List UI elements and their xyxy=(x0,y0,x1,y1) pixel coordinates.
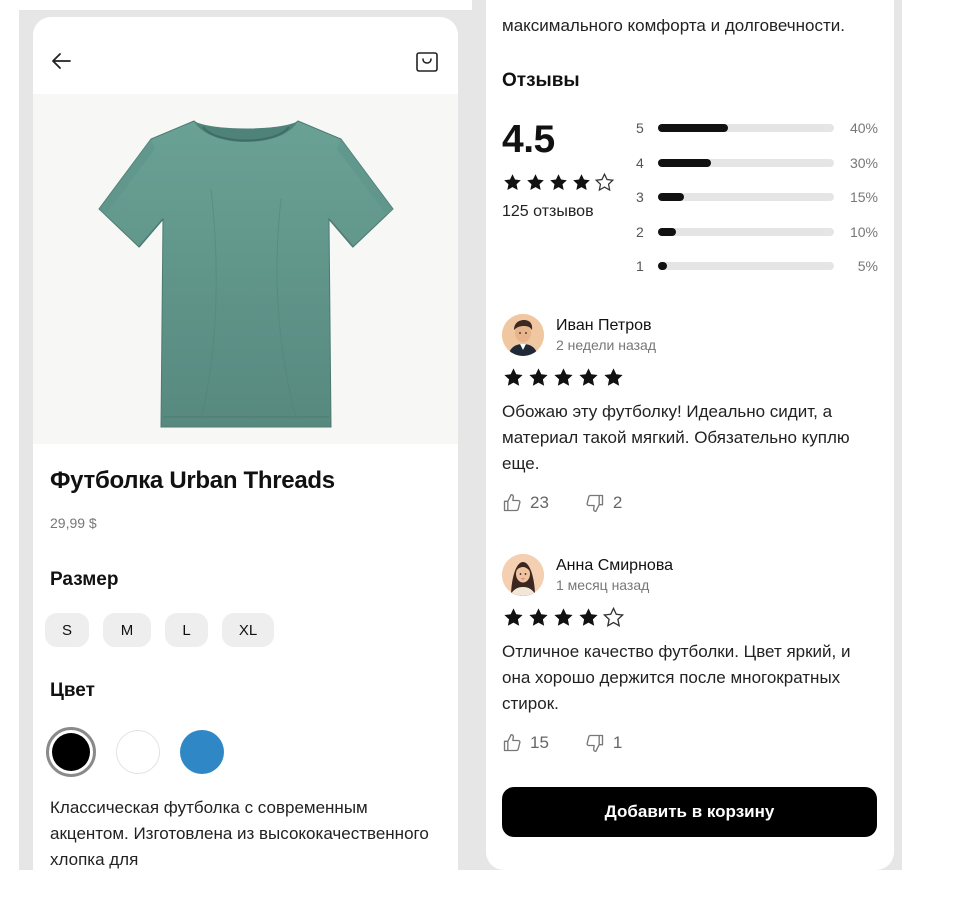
review-date: 1 месяц назад xyxy=(556,577,650,593)
rating-bar-track xyxy=(658,262,834,270)
size-option-xl[interactable]: XL xyxy=(222,613,274,647)
color-options xyxy=(46,727,224,777)
shopping-bag-icon xyxy=(415,51,439,73)
average-rating-stars xyxy=(502,172,615,193)
review-stars xyxy=(502,606,882,629)
review-date: 2 недели назад xyxy=(556,337,656,353)
reviewer-name: Иван Петров xyxy=(556,317,652,334)
avatar xyxy=(502,314,544,356)
star-filled-icon xyxy=(552,366,575,389)
user-avatar-icon xyxy=(502,554,544,596)
size-option-l[interactable]: L xyxy=(165,613,208,647)
rating-bar-fill xyxy=(658,193,684,201)
star-filled-icon xyxy=(548,172,569,193)
star-filled-icon xyxy=(577,366,600,389)
size-option-m[interactable]: M xyxy=(103,613,151,647)
review-text: Обожаю эту футболку! Идеально сидит, а материал такой мягкий. Обязательно куплю еще. xyxy=(502,402,850,473)
star-filled-icon xyxy=(502,172,523,193)
rating-row-percent: 40% xyxy=(849,120,878,136)
rating-row-label: 1 xyxy=(636,258,644,274)
star-filled-icon xyxy=(577,606,600,629)
thumbs-up-icon xyxy=(502,493,522,513)
product-title: Футболка Urban Threads xyxy=(50,467,335,494)
reviews-heading: Отзывы xyxy=(502,70,580,91)
thumbs-up-icon xyxy=(502,733,522,753)
rating-row-percent: 5% xyxy=(857,258,878,274)
rating-row-percent: 15% xyxy=(849,189,878,205)
review-item xyxy=(502,314,882,513)
star-empty-icon xyxy=(594,172,615,193)
cart-button[interactable] xyxy=(412,47,442,77)
rating-row-3 xyxy=(636,187,878,207)
color-heading: Цвет xyxy=(50,680,95,701)
reviews-screen xyxy=(486,0,894,870)
size-options xyxy=(45,613,274,647)
rating-row-label: 2 xyxy=(636,224,644,240)
rating-row-5 xyxy=(636,118,878,138)
star-empty-icon xyxy=(602,606,625,629)
color-swatch-white[interactable] xyxy=(116,730,160,774)
review-text: Отличное качество футболки. Цвет яркий, и она хорошо держится после многократных стирок. xyxy=(502,642,851,713)
size-heading: Размер xyxy=(50,569,119,590)
like-button[interactable] xyxy=(502,733,549,753)
rating-row-label: 5 xyxy=(636,120,644,136)
dislike-count: 1 xyxy=(612,733,623,752)
review-stars xyxy=(502,366,882,389)
product-description: Классическая футболка с современным акцентом. Изготовлена из высококачественного хлопка для xyxy=(50,798,429,869)
thumbs-down-icon xyxy=(585,733,605,753)
reviews-count: 125 отзывов xyxy=(502,203,594,220)
rating-bar-track xyxy=(658,193,834,201)
rating-bar-track xyxy=(658,159,834,167)
dislike-count: 2 xyxy=(612,493,623,512)
rating-bar-track xyxy=(658,228,834,236)
thumbs-down-icon xyxy=(585,493,605,513)
like-count: 23 xyxy=(530,493,549,512)
back-button[interactable] xyxy=(47,46,77,76)
like-button[interactable] xyxy=(502,493,549,513)
rating-bar-fill xyxy=(658,159,711,167)
rating-bar-fill xyxy=(658,228,676,236)
rating-row-label: 3 xyxy=(636,189,644,205)
user-avatar-icon xyxy=(502,314,544,356)
rating-bar-fill xyxy=(658,262,667,270)
rating-row-percent: 30% xyxy=(849,155,878,171)
rating-row-1 xyxy=(636,256,878,276)
avatar xyxy=(502,554,544,596)
rating-row-2 xyxy=(636,222,878,242)
rating-bar-fill xyxy=(658,124,728,132)
product-image xyxy=(33,94,458,444)
tshirt-illustration xyxy=(91,109,401,429)
dislike-button[interactable] xyxy=(585,493,622,513)
star-filled-icon xyxy=(552,606,575,629)
like-count: 15 xyxy=(530,733,549,752)
rating-bar-track xyxy=(658,124,834,132)
star-filled-icon xyxy=(602,366,625,389)
color-swatch-black[interactable] xyxy=(46,727,96,777)
product-price: 29,99 $ xyxy=(50,515,97,531)
color-swatch-blue[interactable] xyxy=(180,730,224,774)
rating-row-label: 4 xyxy=(636,155,644,171)
review-item xyxy=(502,554,882,753)
star-filled-icon xyxy=(527,606,550,629)
star-filled-icon xyxy=(525,172,546,193)
dislike-button[interactable] xyxy=(585,733,622,753)
product-screen xyxy=(33,17,458,914)
average-rating: 4.5 xyxy=(502,118,555,161)
add-to-cart-button[interactable]: Добавить в корзину xyxy=(502,787,877,837)
rating-row-percent: 10% xyxy=(849,224,878,240)
reviewer-name: Анна Смирнова xyxy=(556,557,674,574)
star-filled-icon xyxy=(502,366,525,389)
star-filled-icon xyxy=(571,172,592,193)
star-filled-icon xyxy=(527,366,550,389)
product-description-continued: максимального комфорта и долговечности. xyxy=(502,16,845,35)
size-option-s[interactable]: S xyxy=(45,613,89,647)
star-filled-icon xyxy=(502,606,525,629)
arrow-left-icon xyxy=(50,49,74,73)
rating-row-4 xyxy=(636,153,878,173)
